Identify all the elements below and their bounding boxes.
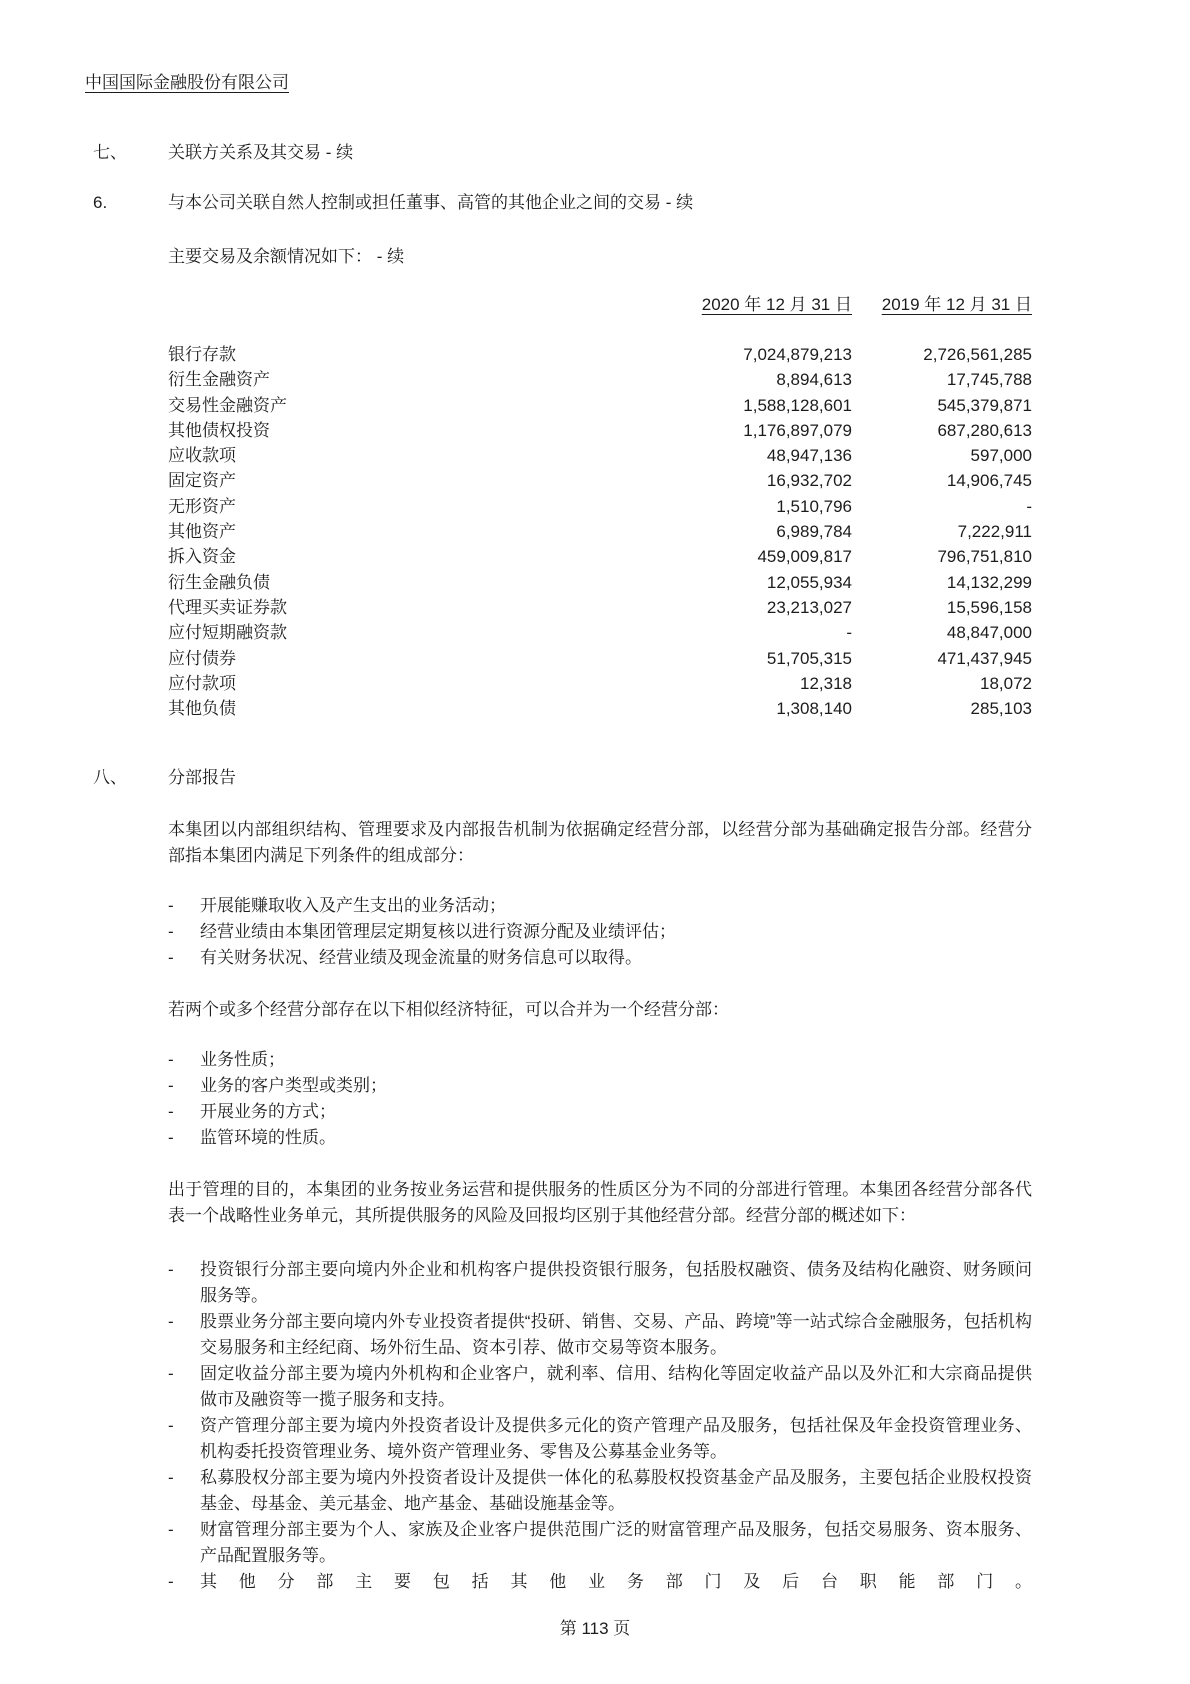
value-2020: -	[846, 623, 852, 643]
company-title: 中国国际金融股份有限公司	[85, 73, 289, 92]
row-label: 其他负债	[168, 699, 236, 719]
bullet-item: - 开展业务的方式；	[168, 1099, 1032, 1125]
value-2020: 1,308,140	[776, 699, 852, 719]
table-row	[168, 620, 1032, 645]
row-label: 应收款项	[168, 446, 236, 466]
column-header-2020: 2020 年 12 月 31 日	[701, 295, 852, 314]
table-row	[168, 418, 1032, 443]
table-row	[168, 570, 1032, 595]
value-2020: 7,024,879,213	[743, 345, 852, 364]
value-2019: 687,280,613	[937, 420, 1032, 440]
bullet-item: - 固定收益分部主要为境内外机构和企业客户，就利率、信用、结构化等固定收益产品以及外汇和大宗商品提供做市及融资等一揽子服务和支持。	[168, 1361, 1032, 1413]
merge-bullet-list	[168, 1047, 1032, 1151]
bullet-item: - 业务的客户类型或类别；	[168, 1073, 1032, 1099]
bullet-dash: -	[168, 1260, 174, 1280]
bullet-item: - 私募股权分部主要为境内外投资者设计及提供一体化的私募股权投资基金产品及服务，主要包括企业股权投资基金、母基金、美元基金、地产基金、基础设施基金等。	[168, 1465, 1032, 1517]
value-2019: 14,906,745	[946, 471, 1032, 491]
value-2019: -	[1026, 496, 1032, 516]
value-2020: 23,213,027	[766, 597, 852, 617]
balances-table	[168, 342, 1032, 721]
table-row	[168, 494, 1032, 519]
bullet-dash: -	[168, 1050, 174, 1070]
bullet-dash: -	[168, 1520, 174, 1540]
table-row	[168, 367, 1032, 392]
section-8-title: 分部报告	[168, 768, 236, 788]
row-label: 其他债权投资	[168, 420, 270, 440]
bullet-dash: -	[168, 896, 174, 916]
bullet-item: - 资产管理分部主要为境内外投资者设计及提供多元化的资产管理产品及服务，包括社保及年金投资管理业务、机构委托投资管理业务、境外资产管理业务、零售及公募基金业务等。	[168, 1413, 1032, 1465]
value-2019: 471,437,945	[937, 648, 1032, 668]
row-label: 其他资产	[168, 522, 236, 542]
row-label: 衍生金融负债	[168, 572, 270, 592]
value-2020: 16,932,702	[766, 471, 852, 491]
segment-bullet-list	[168, 1257, 1032, 1595]
value-2020: 8,894,613	[776, 370, 852, 390]
row-label: 衍生金融资产	[168, 370, 270, 390]
row-label: 拆入资金	[168, 547, 236, 567]
bullet-item: - 有关财务状况、经营业绩及现金流量的财务信息可以取得。	[168, 945, 1032, 971]
value-2020: 1,588,128,601	[743, 395, 852, 415]
bullet-dash: -	[168, 1102, 174, 1122]
bullet-item: - 投资银行分部主要向境内外企业和机构客户提供投资银行服务，包括股权融资、债务及结构化融资、财务顾问服务等。	[168, 1257, 1032, 1309]
value-2020: 1,510,796	[776, 496, 852, 516]
bullet-dash: -	[168, 1416, 174, 1436]
bullet-dash: -	[168, 948, 174, 968]
value-2020: 12,318	[800, 673, 852, 693]
value-2019: 17,745,788	[946, 370, 1032, 390]
table-intro: 主要交易及余额情况如下： - 续	[168, 247, 405, 266]
table-row	[168, 342, 1032, 367]
section-8-number: 八、	[93, 768, 127, 788]
bullet-dash: -	[168, 1312, 174, 1332]
value-2019: 18,072	[980, 673, 1032, 693]
value-2019: 285,103	[970, 699, 1032, 719]
bullet-item: - 开展能赚取收入及产生支出的业务活动；	[168, 893, 1032, 919]
item-6-title: 与本公司关联自然人控制或担任董事、高管的其他企业之间的交易 - 续	[168, 193, 694, 212]
bullet-dash: -	[168, 1128, 174, 1148]
row-label: 无形资产	[168, 496, 236, 516]
bullet-dash: -	[168, 1468, 174, 1488]
bullet-item: - 财富管理分部主要为个人、家族及企业客户提供范围广泛的财富管理产品及服务，包括交易服务、资本服务、产品配置服务等。	[168, 1517, 1032, 1569]
value-2019: 545,379,871	[937, 395, 1032, 415]
value-2019: 48,847,000	[946, 623, 1032, 643]
row-label: 交易性金融资产	[168, 395, 287, 415]
section-7-heading	[93, 140, 1190, 166]
row-label: 应付款项	[168, 673, 236, 693]
bullet-item: - 经营业绩由本集团管理层定期复核以进行资源分配及业绩评估；	[168, 919, 1032, 945]
table-row	[168, 696, 1032, 721]
item-6-number: 6.	[93, 193, 108, 212]
section-7-title: 关联方关系及其交易 - 续	[168, 143, 354, 162]
row-label: 代理买卖证券款	[168, 597, 287, 617]
table-column-headers	[168, 292, 1032, 318]
row-label: 固定资产	[168, 471, 236, 491]
table-row	[168, 519, 1032, 544]
merge-intro-paragraph: 若两个或多个经营分部存在以下相似经济特征，可以合并为一个经营分部：	[168, 1000, 729, 1020]
table-row	[168, 595, 1032, 620]
table-row	[168, 671, 1032, 696]
table-row	[168, 443, 1032, 468]
table-row	[168, 393, 1032, 418]
bullet-dash: -	[168, 1076, 174, 1096]
value-2019: 15,596,158	[946, 597, 1032, 617]
value-2019: 2,726,561,285	[923, 345, 1032, 364]
bullet-item: - 监管环境的性质。	[168, 1125, 1032, 1151]
row-label: 应付债券	[168, 648, 236, 668]
column-header-2019: 2019 年 12 月 31 日	[881, 295, 1032, 314]
section-8-heading	[93, 765, 1190, 791]
bullet-item: - 业务性质；	[168, 1047, 1032, 1073]
value-2020: 51,705,315	[766, 648, 852, 668]
value-2020: 459,009,817	[757, 547, 852, 567]
bullet-dash: -	[168, 922, 174, 942]
page-number: 第 113 页	[559, 1619, 631, 1638]
value-2020: 1,176,897,079	[743, 420, 852, 440]
value-2019: 597,000	[970, 446, 1032, 466]
bullet-item: - 股票业务分部主要向境内外专业投资者提供“投研、销售、交易、产品、跨境”等一站式综合金融服务，包括机构交易服务和主经纪商、场外衍生品、资本引荐、做市交易等资本服务。	[168, 1309, 1032, 1361]
value-2019: 14,132,299	[946, 572, 1032, 592]
table-row	[168, 468, 1032, 493]
item-6-heading	[93, 190, 1190, 216]
criteria-bullet-list	[168, 893, 1032, 971]
value-2019: 7,222,911	[957, 522, 1032, 542]
value-2020: 12,055,934	[766, 572, 852, 592]
section-7-number: 七、	[93, 143, 127, 162]
row-label: 应付短期融资款	[168, 623, 287, 643]
management-purpose-paragraph: 出于管理的目的，本集团的业务按业务运营和提供服务的性质区分为不同的分部进行管理。本集团各经营分部各代表一个战略性业务单元，其所提供服务的风险及回报均区别于其他经营分部。经营分部的概述如下：	[168, 1180, 1032, 1226]
table-row	[168, 544, 1032, 569]
bullet-dash: -	[168, 1364, 174, 1384]
row-label: 银行存款	[168, 345, 236, 364]
segment-definition-paragraph: 本集团以内部组织结构、管理要求及内部报告机制为依据确定经营分部，以经营分部为基础确定报告分部。经营分部指本集团内满足下列条件的组成部分：	[168, 820, 1032, 866]
bullet-dash: -	[168, 1572, 174, 1592]
value-2020: 48,947,136	[766, 446, 852, 466]
table-row	[168, 646, 1032, 671]
value-2020: 6,989,784	[776, 522, 852, 542]
bullet-item: - 其他分部主要包括其他业务部门及后台职能部门。	[168, 1569, 1032, 1595]
value-2019: 796,751,810	[937, 547, 1032, 567]
